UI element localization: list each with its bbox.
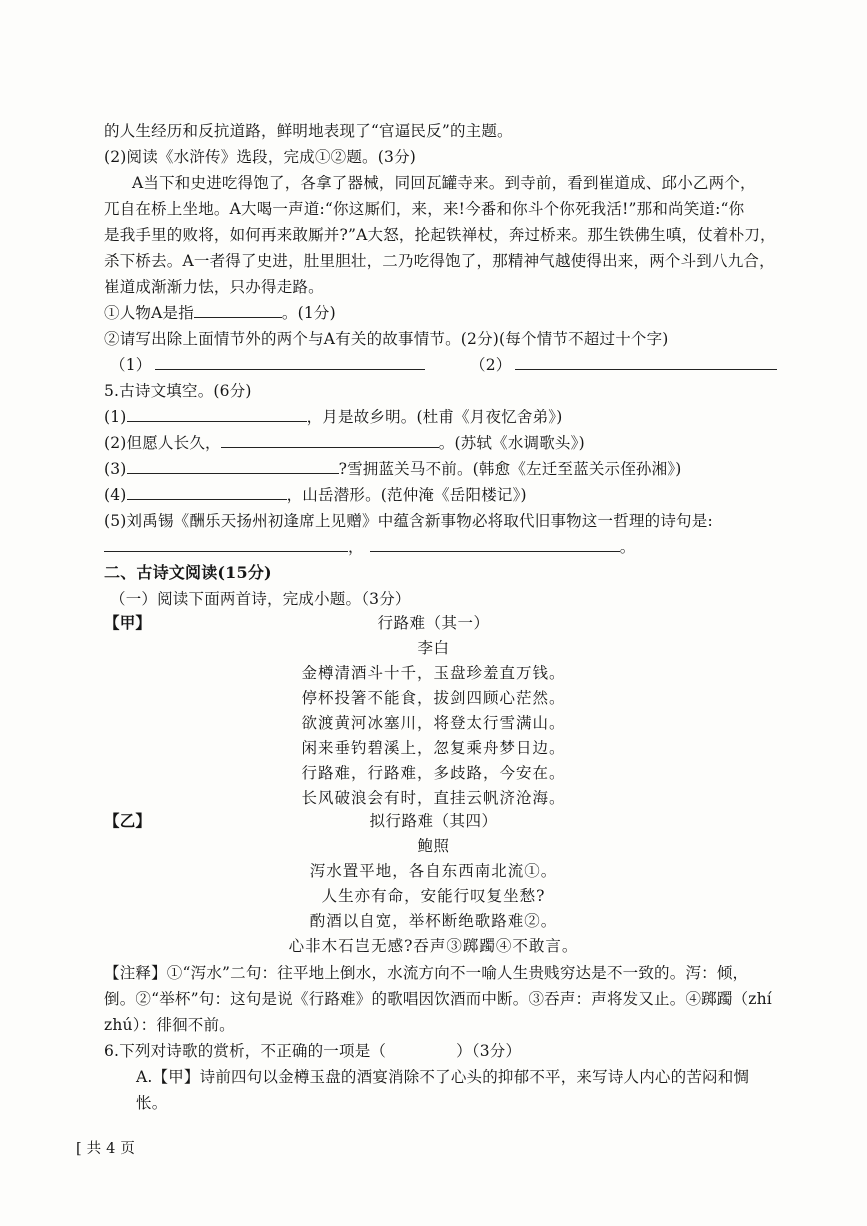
intro-line: 的人生经历和反抗道路，鲜明地表现了“官逼民反”的主题。 bbox=[104, 122, 513, 140]
answer-blank[interactable] bbox=[104, 536, 348, 552]
answer-blank[interactable] bbox=[127, 458, 339, 474]
poem-a-line: 行路难，行路难，多歧路，今安在。 bbox=[301, 764, 566, 782]
q5-heading: 5.古诗文填空。(6分) bbox=[104, 382, 252, 400]
poem-a-author: 李白 bbox=[417, 639, 450, 657]
answer-blank[interactable] bbox=[370, 536, 620, 552]
page-footer: [ 共 4 页 bbox=[76, 1141, 136, 1157]
answer-blank[interactable] bbox=[155, 354, 425, 370]
q4-2-sub1 bbox=[104, 302, 336, 324]
poem-b-line: 心非木石岂无感?吞声③踯躅④不敢言。 bbox=[288, 937, 579, 955]
answer-blank[interactable] bbox=[515, 354, 777, 370]
q5-line-6 bbox=[104, 536, 635, 558]
q5-text: ， bbox=[348, 538, 364, 556]
poem-b-line: 人生亦有命，安能行叹复坐愁? bbox=[321, 887, 546, 905]
plot-blank-1 bbox=[110, 354, 425, 376]
q4-2-sub2: ②请写出除上面情节外的两个与A有关的故事情节。(2分)(每个情节不超过十个字) bbox=[104, 330, 669, 348]
poem-a-tag: 【甲】 bbox=[104, 613, 152, 632]
answer-blank[interactable] bbox=[221, 432, 439, 448]
q6-option-a: A.【甲】诗前四句以金樽玉盘的酒宴消除不了心头的抑郁不平，来写诗人内心的苦闷和惆 bbox=[136, 1068, 750, 1086]
poem-b-line: 泻水置平地，各自东西南北流①。 bbox=[309, 862, 558, 880]
blank-label: （1） bbox=[110, 356, 152, 374]
poem-a-title: 行路难（其一） bbox=[377, 614, 490, 632]
q5-line-3 bbox=[104, 458, 682, 480]
sub1-suffix: 。(1分) bbox=[281, 304, 336, 322]
poem-b-title: 拟行路难（其四） bbox=[369, 812, 498, 830]
q6-prompt-end: ）（3分） bbox=[456, 1042, 522, 1060]
answer-blank[interactable] bbox=[194, 302, 282, 318]
poem-a-line: 欲渡黄河冰塞川，将登太行雪满山。 bbox=[301, 714, 566, 732]
q5-line-4 bbox=[104, 484, 527, 506]
q5-num: (3) bbox=[104, 460, 127, 478]
q5-num: (4) bbox=[104, 486, 127, 504]
section2-sub-heading: （一）阅读下面两首诗，完成小题。（3分） bbox=[110, 590, 411, 608]
passage-line: 兀自在桥上坐地。A大喝一声道:“你这厮们，来，来!今番和你斗个你死我活!”那和尚笑道:“你 bbox=[104, 200, 745, 218]
poem-b-line: 酌酒以自宽，举杯断绝歌路难②。 bbox=[309, 912, 558, 930]
q6-prompt bbox=[104, 1040, 521, 1062]
q5-line-5: (5)刘禹锡《酬乐天扬州初逢席上见赠》中蕴含新事物必将取代旧事物这一哲理的诗句是: bbox=[104, 512, 713, 530]
answer-blank[interactable] bbox=[127, 484, 287, 500]
q6-option-a-cont: 怅。 bbox=[136, 1094, 168, 1112]
q4-2-prompt: (2)阅读《水浒传》选段，完成①②题。(3分) bbox=[104, 148, 417, 166]
passage-line: 是我手里的败将，如何再来敢厮并?”A大怒，抡起铁禅杖，奔过桥来。那生铁佛生嗔，仗着朴刀， bbox=[104, 226, 776, 244]
poem-a-line: 长风破浪会有时，直挂云帆济沧海。 bbox=[301, 789, 566, 807]
sub1-prefix: ①人物A是指 bbox=[104, 304, 194, 322]
q5-line-1 bbox=[104, 406, 563, 428]
poem-b-author: 鲍照 bbox=[417, 837, 450, 855]
q6-prompt-text: 6.下列对诗歌的赏析，不正确的一项是（ bbox=[104, 1042, 387, 1060]
poem-b-tag: 【乙】 bbox=[104, 811, 152, 830]
q5-line-2 bbox=[104, 432, 585, 454]
q5-text: 。 bbox=[619, 538, 636, 556]
plot-blank-2 bbox=[470, 354, 777, 376]
q5-text: ，月是故乡明。(杜甫《月夜忆舍弟》) bbox=[306, 408, 563, 426]
q5-text: (2)但愿人长久， bbox=[104, 434, 221, 452]
poem-a-line: 停杯投箸不能食，拔剑四顾心茫然。 bbox=[301, 689, 566, 707]
q5-text: ?雪拥蓝关马不前。(韩愈《左迁至蓝关示侄孙湘》) bbox=[338, 460, 682, 478]
notes-line: zhú）：徘徊不前。 bbox=[104, 1016, 235, 1034]
q5-text: 。(苏轼《水调歌头》) bbox=[438, 434, 585, 452]
poem-a-line: 闲来垂钓碧溪上，忽复乘舟梦日边。 bbox=[301, 739, 566, 757]
passage-line: 杀下桥去。A一者得了史进，肚里胆壮，二乃吃得饱了，那精神气越使得出来，两个斗到八九合， bbox=[104, 252, 775, 270]
blank-label: （2） bbox=[470, 356, 512, 374]
notes-line: 【注释】①“泻水”二句：往平地上倒水，水流方向不一喻人生贵贱穷达是不一致的。泻：倾， bbox=[104, 964, 749, 982]
passage-line: 崔道成渐渐力怯，只办得走路。 bbox=[104, 278, 324, 296]
q5-num: (1) bbox=[104, 408, 127, 426]
notes-line: 倒。②“举杯”句：这句是说《行路难》的歌唱因饮酒而中断。③吞声：声将发又止。④踯躅（zhí bbox=[104, 990, 772, 1008]
poem-a-line: 金樽清酒斗十千，玉盘珍羞直万钱。 bbox=[301, 664, 566, 682]
passage-line: A当下和史进吃得饱了，各拿了器械，同回瓦罐寺来。到寺前，看到崔道成、邱小乙两个， bbox=[132, 174, 756, 192]
section2-heading: 二、古诗文阅读(15分) bbox=[104, 563, 272, 582]
answer-blank[interactable] bbox=[127, 406, 307, 422]
q5-text: ，山岳潜形。(范仲淹《岳阳楼记》) bbox=[286, 486, 527, 504]
